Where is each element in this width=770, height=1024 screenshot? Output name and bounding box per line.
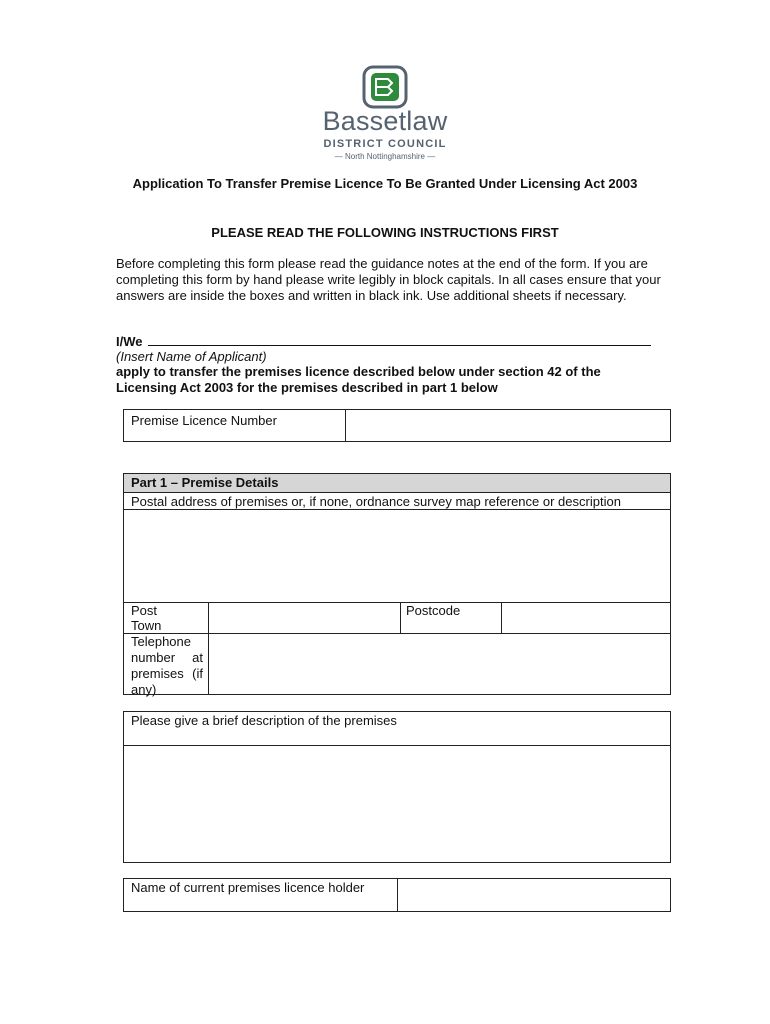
licence-number-label: Premise Licence Number xyxy=(131,413,277,428)
telephone-field[interactable] xyxy=(209,634,670,694)
telephone-label: Telephone number at premises (if any) xyxy=(131,634,203,697)
divider xyxy=(345,410,346,441)
divider xyxy=(124,492,670,493)
applicant-prefix: I/We xyxy=(116,334,143,349)
logo-region: — North Nottinghamshire — xyxy=(334,152,436,161)
postcode-label: Postcode xyxy=(406,603,461,618)
council-crest-icon xyxy=(362,65,408,109)
licence-number-field[interactable] xyxy=(347,410,669,441)
address-label: Postal address of premises or, if none, ordnance survey map reference or description xyxy=(131,494,621,509)
postcode-field[interactable] xyxy=(502,603,670,633)
logo-subtitle: DISTRICT COUNCIL xyxy=(323,138,447,150)
instructions-heading: PLEASE READ THE FOLLOWING INSTRUCTIONS FIRST xyxy=(211,225,559,240)
description-field[interactable] xyxy=(124,746,670,862)
post-town-label-line2: Town xyxy=(131,618,162,633)
council-logo xyxy=(300,62,470,164)
licence-holder-label: Name of current premises licence holder xyxy=(131,880,365,895)
part1-header: Part 1 – Premise Details xyxy=(131,475,279,490)
applicant-hint: (Insert Name of Applicant) xyxy=(116,349,267,364)
instructions-text: Before completing this form please read the guidance notes at the end of the form. If you are completing this form by hand please write legibly in block capitals. In all cases ensure that your answers are inside the boxes and written in black ink. Use additional sheets if necessary. xyxy=(116,256,661,303)
form-title: Application To Transfer Premise Licence To Be Granted Under Licensing Act 2003 xyxy=(132,176,638,191)
licence-holder-box xyxy=(123,878,671,912)
licence-number-box xyxy=(123,409,671,442)
divider xyxy=(400,602,401,633)
post-town-label-line1: Post xyxy=(131,603,158,618)
description-box xyxy=(123,711,671,863)
applicant-name-line[interactable] xyxy=(148,345,651,346)
post-town-field[interactable] xyxy=(209,603,399,633)
applicant-statement: apply to transfer the premises licence described below under section 42 of the Licensing Act 2003 for the premises described in part 1 below xyxy=(116,364,601,395)
address-field[interactable] xyxy=(124,510,670,601)
licence-holder-field[interactable] xyxy=(398,879,670,911)
logo-name: Bassetlaw xyxy=(322,106,448,136)
part1-section xyxy=(123,473,671,695)
description-label: Please give a brief description of the premises xyxy=(131,713,397,728)
